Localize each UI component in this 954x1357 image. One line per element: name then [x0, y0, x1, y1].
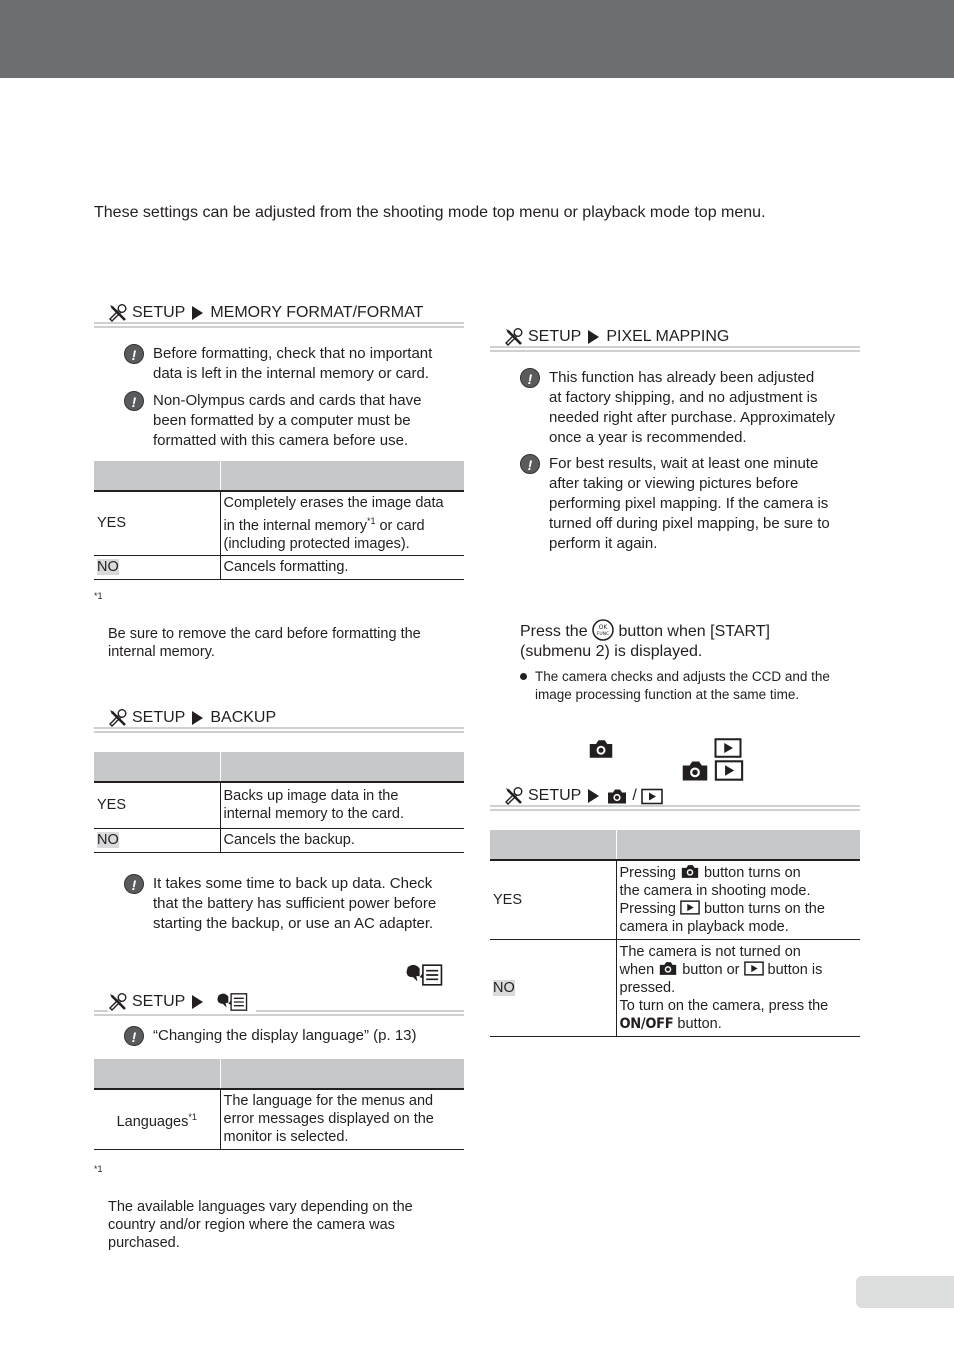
desc-text: pressed. — [619, 979, 676, 996]
submenu-value — [94, 1089, 220, 1149]
page-number-tab — [856, 1276, 954, 1308]
arrow-right-icon — [192, 995, 203, 1009]
heading-rule — [490, 346, 860, 348]
footnote-mark: *1 — [94, 1164, 103, 1174]
submenu-value — [490, 939, 616, 1036]
note-text: It takes some time to back up data. Check that the battery has sufficient power before starting the backup, or use an AC adapter. — [153, 875, 437, 932]
table-row — [94, 1089, 464, 1149]
step-text: Press the — [520, 623, 588, 640]
setup-label: SETUP — [132, 709, 186, 726]
menu-item-label: MEMORY FORMAT/FORMAT — [210, 304, 424, 321]
desc-text: To turn on the camera, press the — [619, 997, 829, 1014]
separator-slash: / — [632, 787, 637, 804]
option-description: Backs up image data in the internal memory to the card. — [220, 782, 464, 828]
ok-func-button-icon — [592, 619, 614, 641]
heading-rule — [94, 322, 464, 324]
caution-icon: ! — [124, 874, 144, 894]
memory-format-heading — [94, 304, 464, 328]
submenu-text: Languages — [116, 1113, 189, 1130]
desc-text: button. — [677, 1015, 722, 1032]
camera-icon — [680, 760, 710, 782]
arrow-right-icon — [192, 711, 203, 725]
wrench-screwdriver-icon — [504, 328, 524, 346]
desc-text: Pressing — [619, 900, 676, 917]
heading-rule — [490, 809, 860, 811]
step-text: button when [START] — [618, 623, 770, 640]
footnote-text: Be sure to remove the card before formatting the internal memory. — [108, 626, 421, 660]
caution-note — [520, 454, 830, 554]
desc-text: when — [619, 961, 655, 978]
caution-icon: ! — [124, 344, 144, 364]
table-header-cell — [490, 830, 616, 860]
submenu-value — [94, 828, 220, 852]
pixel-mapping-heading — [490, 328, 860, 352]
table-header-cell — [94, 461, 220, 491]
arrow-right-icon — [192, 306, 203, 320]
play-icon — [641, 788, 663, 805]
menu-item-label: BACKUP — [210, 709, 277, 726]
caution-note — [124, 874, 436, 934]
note-text: Non-Olympus cards and cards that have been formatted by a computer must be formatted with this camera before use. — [153, 392, 422, 449]
default-value-highlight: NO — [97, 832, 119, 848]
note-text: For best results, wait at least one minute after taking or viewing pictures before performing pixel mapping. If the camera is turned off during pixel mapping, be sure to perform it again. — [549, 455, 830, 552]
table-row — [94, 782, 464, 828]
power-on-table — [490, 830, 860, 1037]
table-header-row — [94, 461, 464, 491]
backup-table — [94, 752, 464, 853]
wrench-screwdriver-icon — [108, 993, 128, 1011]
arrow-right-icon — [588, 789, 599, 803]
desc-text: camera in playback mode. — [619, 918, 789, 935]
table-header-row — [490, 830, 860, 860]
footnote-ref: *1 — [366, 516, 376, 526]
language-table — [94, 1059, 464, 1150]
table-row — [94, 828, 464, 852]
wrench-screwdriver-icon — [504, 787, 524, 805]
camera-icon — [658, 961, 678, 976]
power-on-heading — [490, 787, 860, 811]
desc-text: the camera in shooting mode. — [619, 882, 811, 899]
footnote-text: The available languages vary depending on the country and/or region where the camera was purchased. — [108, 1199, 413, 1251]
option-description — [220, 491, 464, 555]
caution-icon: ! — [124, 1026, 144, 1046]
table-header-cell — [616, 830, 860, 860]
option-description — [616, 860, 860, 939]
option-description: The language for the menus and error messages displayed on the monitor is selected. — [220, 1089, 464, 1149]
camera-icon — [680, 864, 700, 879]
heading-rule — [94, 326, 464, 328]
caution-note — [124, 344, 432, 384]
desc-text: button is — [767, 961, 823, 978]
intro-text: These settings can be adjusted from the shooting mode top menu or playback mode top menu. — [94, 204, 766, 221]
header-bar — [0, 0, 954, 78]
wrench-screwdriver-icon — [108, 709, 128, 727]
setup-label: SETUP — [132, 304, 186, 321]
play-icon — [680, 900, 700, 915]
setup-label: SETUP — [528, 328, 582, 345]
camera-icon — [587, 739, 615, 759]
option-description: Cancels formatting. — [220, 555, 464, 579]
default-value-highlight: NO — [97, 559, 119, 576]
caution-icon: ! — [124, 391, 144, 411]
caution-icon: ! — [520, 454, 540, 474]
heading-rule — [490, 805, 860, 807]
table-header-cell — [94, 1059, 220, 1089]
heading-rule — [94, 731, 464, 733]
submenu-value: YES — [94, 782, 220, 828]
desc-text: button or — [682, 961, 740, 978]
submenu-value: YES — [490, 860, 616, 939]
option-description — [616, 939, 860, 1036]
play-icon — [713, 738, 743, 758]
footnote — [94, 1162, 464, 1270]
note-text: “Changing the display language” (p. 13) — [153, 1027, 417, 1044]
backup-heading — [94, 709, 464, 733]
caution-note — [124, 1026, 417, 1046]
play-icon — [744, 961, 764, 976]
camera-icon — [606, 788, 628, 805]
desc-text: button turns on — [703, 864, 801, 881]
arrow-right-icon — [588, 330, 599, 344]
footnote — [94, 589, 464, 679]
bullet-text: The camera checks and adjusts the CCD and the image processing function at the same time. — [535, 669, 830, 702]
table-header-cell — [220, 1059, 464, 1089]
heading-rule — [94, 727, 464, 729]
pixel-mapping-step — [520, 619, 770, 662]
bullet-dot — [520, 673, 527, 680]
table-header-cell — [220, 752, 464, 782]
table-header-row — [94, 1059, 464, 1089]
table-header-cell — [220, 461, 464, 491]
desc-text: or card (including protected images). — [223, 517, 425, 552]
setup-label: SETUP — [528, 787, 582, 804]
language-heading — [94, 992, 464, 1016]
caution-icon: ! — [520, 368, 540, 388]
table-row — [94, 491, 464, 555]
footnote-mark: *1 — [94, 591, 103, 601]
table-row — [490, 860, 860, 939]
table-header-cell — [94, 752, 220, 782]
default-value-highlight: NO — [493, 979, 515, 996]
menu-item-label: PIXEL MAPPING — [606, 328, 730, 345]
heading-rule — [490, 350, 860, 352]
heading-rule — [94, 1014, 464, 1016]
submenu-value — [94, 555, 220, 579]
setup-label: SETUP — [132, 993, 186, 1010]
note-text: Before formatting, check that no important data is left in the internal memory or card. — [153, 345, 433, 382]
bullet-item — [520, 668, 830, 704]
footnote-ref: *1 — [188, 1111, 197, 1122]
play-icon — [714, 760, 744, 781]
desc-text: Completely erases the image data in the internal memory — [223, 495, 444, 534]
onoff-label: ON/OFF — [619, 1015, 674, 1032]
language-speech-icon — [210, 992, 254, 1012]
caution-note — [520, 368, 835, 448]
desc-text: Pressing — [619, 864, 676, 881]
memory-format-table — [94, 461, 464, 580]
step-text: (submenu 2) is displayed. — [520, 643, 703, 660]
language-speech-icon — [398, 963, 450, 987]
desc-text: The camera is not turned on — [619, 943, 801, 960]
table-header-row — [94, 752, 464, 782]
wrench-screwdriver-icon — [108, 304, 128, 322]
caution-note — [124, 391, 421, 451]
table-row — [94, 555, 464, 579]
note-text: This function has already been adjusted at factory shipping, and no adjustment is needed right after purchase. Approximately once a year is recommended. — [549, 369, 836, 446]
desc-text: button turns on the — [703, 900, 825, 917]
table-row — [490, 939, 860, 1036]
submenu-value: YES — [94, 491, 220, 555]
option-description: Cancels the backup. — [220, 828, 464, 852]
